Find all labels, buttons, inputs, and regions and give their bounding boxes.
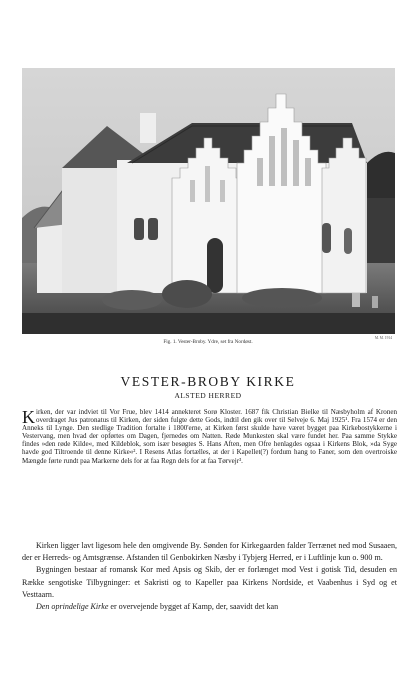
drop-capital: K: [22, 407, 35, 427]
paragraph-3: [22, 601, 397, 613]
page-title: VESTER-BROBY KIRKE: [120, 374, 296, 389]
photo-credit: M. M. 1914: [374, 336, 392, 340]
page-subtitle: ALSTED HERRED: [174, 391, 242, 400]
paragraph-2: Bygningen bestaar af romansk Kor med Apsis og Skib, der er forlænget mod Vest i gotisk Tid, desuden en Række sengotiske Tilbygninger: et Sakristi og to Kapeller paa Kirkens Nordside, et Vaabenhus i Syd og et Vesttaarn.: [22, 565, 397, 599]
church-illustration: [22, 68, 395, 334]
paragraph-3-emphasis: Den oprindelige Kirke: [36, 602, 109, 612]
church-photograph: [22, 68, 395, 334]
paragraph-1: Kirken ligger lavt ligesom hele den omgivende By. Sønden for Kirkegaarden falder Terrænet ned mod Susaaen, der er Herreds- og Amtsgrænse. Afstanden til Genbokirken Næsby i Tybjerg Herred, er i Luftlinje kun o. 900 m.: [22, 541, 397, 563]
paragraph-3-rest: er overvejende bygget af Kamp, der, saavidt det kan: [108, 602, 279, 612]
figure-caption: Fig. 1. Vester-Broby. Ydre, set fra Nordøst.: [163, 339, 253, 345]
intro-paragraph: [22, 408, 397, 465]
body-text: [22, 540, 397, 613]
intro-text: irken, der var indviet til Vor Frue, blev 1414 annekteret Sorø Kloster. 1687 fik Christian Bielke til Næsbyholm af Kronen overdraget Jus patronatus til Kirken, der siden fulgte dette Gods, indtil den gik over til Selveje 6. Maj 1925¹. Fra 1574 er den Anneks til Lynge. Den stedlige Tradition fortalte i 1800'erne, at Kirken først skulde have været bygget paa Kirkebostykkerne i Vestervang, men hvad der opførtes om Dagen, fjernedes om Natten. Røde Munkesten skal være fundet her. Paa samme Stykke findes »den røde Kilde«, med Kildeblok, som især besøgtes S. Hans Aften, men Ofre henlagdes ogsaa i Kirkens Blok, »da Syge havde god Tiltroende til denne Kirke«². I Resens Atlas fortælles, at der i Kapellet(?) fordum hang to Faner, som den overtroiske Mængde førte rundt paa Markerne dels for at faa Regn dels for at faa Tørvejr³.: [22, 408, 397, 465]
